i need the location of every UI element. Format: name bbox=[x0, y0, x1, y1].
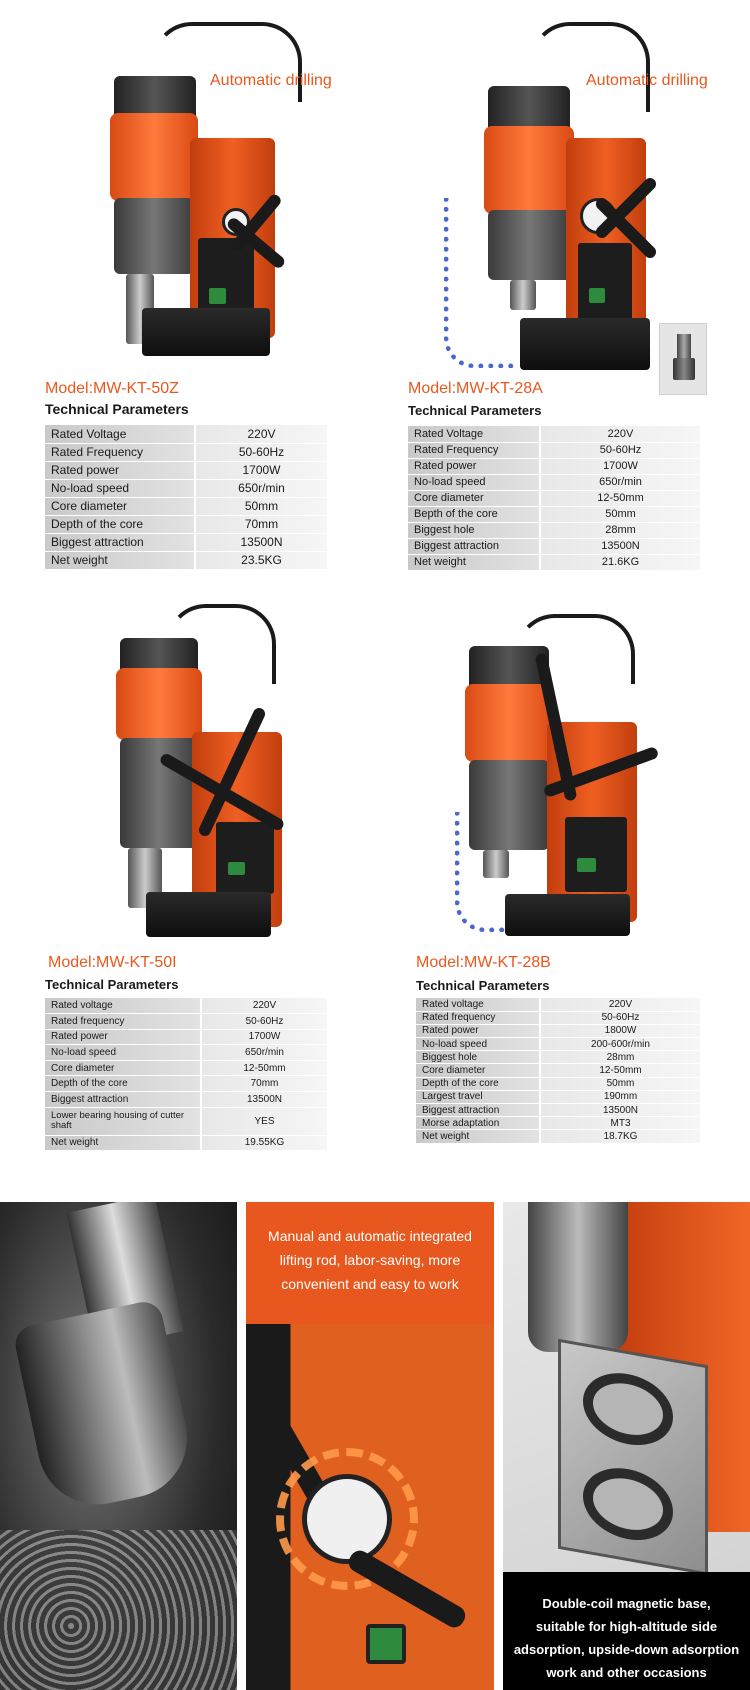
table-row bbox=[408, 506, 700, 522]
table-row bbox=[416, 1051, 700, 1064]
table-row bbox=[45, 1092, 327, 1108]
param-value: 50-60Hz bbox=[195, 443, 327, 461]
param-value: 1700W bbox=[540, 458, 700, 474]
model-title: Model:MW-KT-50I bbox=[48, 954, 177, 971]
param-value: 19.55KG bbox=[201, 1135, 327, 1151]
param-name: Depth of the core bbox=[416, 1077, 540, 1090]
param-name: No-load speed bbox=[45, 1045, 201, 1061]
dial-gauge bbox=[302, 1474, 392, 1564]
table-row bbox=[408, 538, 700, 554]
param-value: 13500N bbox=[540, 538, 700, 554]
lifting-rod-photo bbox=[246, 1324, 494, 1690]
technical-parameters-heading: Technical Parameters bbox=[408, 403, 542, 418]
parameters-body bbox=[45, 998, 327, 1151]
param-value: 650r/min bbox=[201, 1045, 327, 1061]
technical-parameters-heading: Technical Parameters bbox=[45, 401, 189, 417]
magnetic-base-photo bbox=[558, 1339, 708, 1575]
param-name: Core diameter bbox=[408, 490, 540, 506]
table-row bbox=[45, 461, 327, 479]
param-name: Core diameter bbox=[45, 497, 195, 515]
param-value: 12-50mm bbox=[540, 1064, 700, 1077]
param-value: 190mm bbox=[540, 1090, 700, 1103]
table-row bbox=[408, 426, 700, 442]
param-name: Rated voltage bbox=[45, 998, 201, 1014]
product-photo-mw-kt-28b bbox=[455, 612, 685, 937]
table-row bbox=[416, 998, 700, 1011]
param-name: Core diameter bbox=[416, 1064, 540, 1077]
table-row bbox=[416, 1104, 700, 1117]
param-value: 50-60Hz bbox=[201, 1014, 327, 1030]
table-row bbox=[45, 515, 327, 533]
param-value: 220V bbox=[195, 425, 327, 443]
param-name: No-load speed bbox=[408, 474, 540, 490]
param-value: 50mm bbox=[540, 1077, 700, 1090]
caption-line: convenient and easy to work bbox=[281, 1276, 459, 1292]
magnetic-base-caption bbox=[503, 1572, 750, 1690]
table-row bbox=[45, 479, 327, 497]
param-name: Net weight bbox=[45, 1135, 201, 1151]
param-name: Lower bearing housing of cutter shaft bbox=[45, 1107, 201, 1135]
table-row bbox=[45, 425, 327, 443]
parameters-table-mw-kt-28a bbox=[408, 426, 700, 571]
table-row bbox=[45, 1107, 327, 1135]
parameters-table-mw-kt-50i bbox=[45, 998, 327, 1151]
param-name: Rated power bbox=[408, 458, 540, 474]
table-row bbox=[416, 1024, 700, 1037]
table-row bbox=[416, 1038, 700, 1051]
param-value: 220V bbox=[540, 998, 700, 1011]
param-name: No-load speed bbox=[45, 479, 195, 497]
parameters-table-mw-kt-28b bbox=[416, 998, 700, 1144]
table-row bbox=[416, 1117, 700, 1130]
param-value: 650r/min bbox=[540, 474, 700, 490]
lifting-rod-feature bbox=[246, 1202, 494, 1690]
param-value: 13500N bbox=[201, 1092, 327, 1108]
product-photo-mw-kt-50i bbox=[106, 602, 296, 937]
table-row bbox=[45, 533, 327, 551]
table-row bbox=[416, 1090, 700, 1103]
param-name: Core diameter bbox=[45, 1060, 201, 1076]
param-value: 70mm bbox=[195, 515, 327, 533]
param-value: 650r/min bbox=[195, 479, 327, 497]
parameters-body bbox=[45, 425, 327, 569]
param-name: No-load speed bbox=[416, 1038, 540, 1051]
table-row bbox=[408, 490, 700, 506]
param-value: 200-600r/min bbox=[540, 1038, 700, 1051]
param-name: Morse adaptation bbox=[416, 1117, 540, 1130]
table-row bbox=[416, 1011, 700, 1024]
param-value: 18.7KG bbox=[540, 1130, 700, 1143]
param-name: Rated Voltage bbox=[408, 426, 540, 442]
table-row bbox=[45, 1014, 327, 1030]
parameters-body bbox=[408, 426, 700, 570]
cutter-detail-inset bbox=[659, 323, 707, 395]
param-name: Depth of the core bbox=[45, 515, 195, 533]
product-photo-mw-kt-50z bbox=[100, 18, 300, 363]
param-value: 13500N bbox=[540, 1104, 700, 1117]
model-title: Model:MW-KT-28A bbox=[408, 380, 543, 397]
table-row bbox=[408, 458, 700, 474]
param-name: Biggest attraction bbox=[416, 1104, 540, 1117]
param-value: 220V bbox=[540, 426, 700, 442]
table-row bbox=[45, 551, 327, 569]
caption-line: lifting rod, labor-saving, more bbox=[279, 1252, 461, 1268]
param-name: Rated power bbox=[45, 461, 195, 479]
caption-line: suitable for high-altitude side bbox=[535, 1619, 718, 1634]
param-value: 1800W bbox=[540, 1024, 700, 1037]
param-name: Net weight bbox=[45, 551, 195, 569]
param-value: 1700W bbox=[201, 1029, 327, 1045]
param-value: 12-50mm bbox=[201, 1060, 327, 1076]
table-row bbox=[45, 1045, 327, 1061]
automatic-drilling-label: Automatic drilling bbox=[210, 72, 332, 89]
table-row bbox=[416, 1077, 700, 1090]
param-name: Rated Frequency bbox=[45, 443, 195, 461]
caption-line: Double-coil magnetic base, bbox=[542, 1596, 711, 1611]
table-row bbox=[45, 497, 327, 515]
product-photo-mw-kt-28a bbox=[440, 18, 660, 368]
param-name: Rated frequency bbox=[45, 1014, 201, 1030]
param-name: Rated frequency bbox=[416, 1011, 540, 1024]
technical-parameters-heading: Technical Parameters bbox=[416, 978, 550, 993]
caption-line: work and other occasions bbox=[546, 1665, 707, 1680]
caption-line: Manual and automatic integrated bbox=[268, 1228, 472, 1244]
param-value: 28mm bbox=[540, 1051, 700, 1064]
param-value: 13500N bbox=[195, 533, 327, 551]
table-row bbox=[408, 554, 700, 570]
param-value: 70mm bbox=[201, 1076, 327, 1092]
param-name: Largest travel bbox=[416, 1090, 540, 1103]
param-name: Biggest hole bbox=[408, 522, 540, 538]
caption-line: adsorption, upside-down adsorption bbox=[513, 1642, 740, 1657]
param-value: 1700W bbox=[195, 461, 327, 479]
param-name: Rated power bbox=[416, 1024, 540, 1037]
param-value: 12-50mm bbox=[540, 490, 700, 506]
table-row bbox=[408, 474, 700, 490]
param-value: YES bbox=[201, 1107, 327, 1135]
param-name: Rated Voltage bbox=[45, 425, 195, 443]
table-row bbox=[45, 998, 327, 1014]
param-name: Net weight bbox=[408, 554, 540, 570]
technical-parameters-heading: Technical Parameters bbox=[45, 977, 179, 992]
table-row bbox=[408, 522, 700, 538]
param-name: Net weight bbox=[416, 1130, 540, 1143]
table-row bbox=[45, 1029, 327, 1045]
table-row bbox=[45, 443, 327, 461]
param-name: Biggest hole bbox=[416, 1051, 540, 1064]
parameters-table-mw-kt-50z bbox=[45, 425, 327, 570]
cutting-closeup-photo bbox=[0, 1202, 237, 1690]
table-row bbox=[45, 1060, 327, 1076]
parameters-body bbox=[416, 998, 700, 1143]
table-row bbox=[408, 442, 700, 458]
param-value: MT3 bbox=[540, 1117, 700, 1130]
lifting-rod-caption bbox=[246, 1202, 494, 1324]
param-value: 23.5KG bbox=[195, 551, 327, 569]
param-value: 28mm bbox=[540, 522, 700, 538]
param-name: Biggest attraction bbox=[45, 533, 195, 551]
model-title: Model:MW-KT-50Z bbox=[45, 380, 179, 397]
automatic-drilling-label: Automatic drilling bbox=[586, 72, 708, 89]
param-value: 50-60Hz bbox=[540, 442, 700, 458]
param-value: 21.6KG bbox=[540, 554, 700, 570]
table-row bbox=[45, 1076, 327, 1092]
model-title: Model:MW-KT-28B bbox=[416, 954, 551, 971]
param-name: Depth of the core bbox=[45, 1076, 201, 1092]
param-name: Biggest attraction bbox=[408, 538, 540, 554]
param-name: Bepth of the core bbox=[408, 506, 540, 522]
param-name: Rated power bbox=[45, 1029, 201, 1045]
table-row bbox=[416, 1064, 700, 1077]
power-switch bbox=[366, 1624, 406, 1664]
param-name: Biggest attraction bbox=[45, 1092, 201, 1108]
param-value: 50mm bbox=[540, 506, 700, 522]
param-value: 50-60Hz bbox=[540, 1011, 700, 1024]
param-name: Rated voltage bbox=[416, 998, 540, 1011]
table-row bbox=[45, 1135, 327, 1151]
param-name: Rated Frequency bbox=[408, 442, 540, 458]
param-value: 220V bbox=[201, 998, 327, 1014]
param-value: 50mm bbox=[195, 497, 327, 515]
table-row bbox=[416, 1130, 700, 1143]
magnetic-base-feature bbox=[503, 1202, 750, 1690]
